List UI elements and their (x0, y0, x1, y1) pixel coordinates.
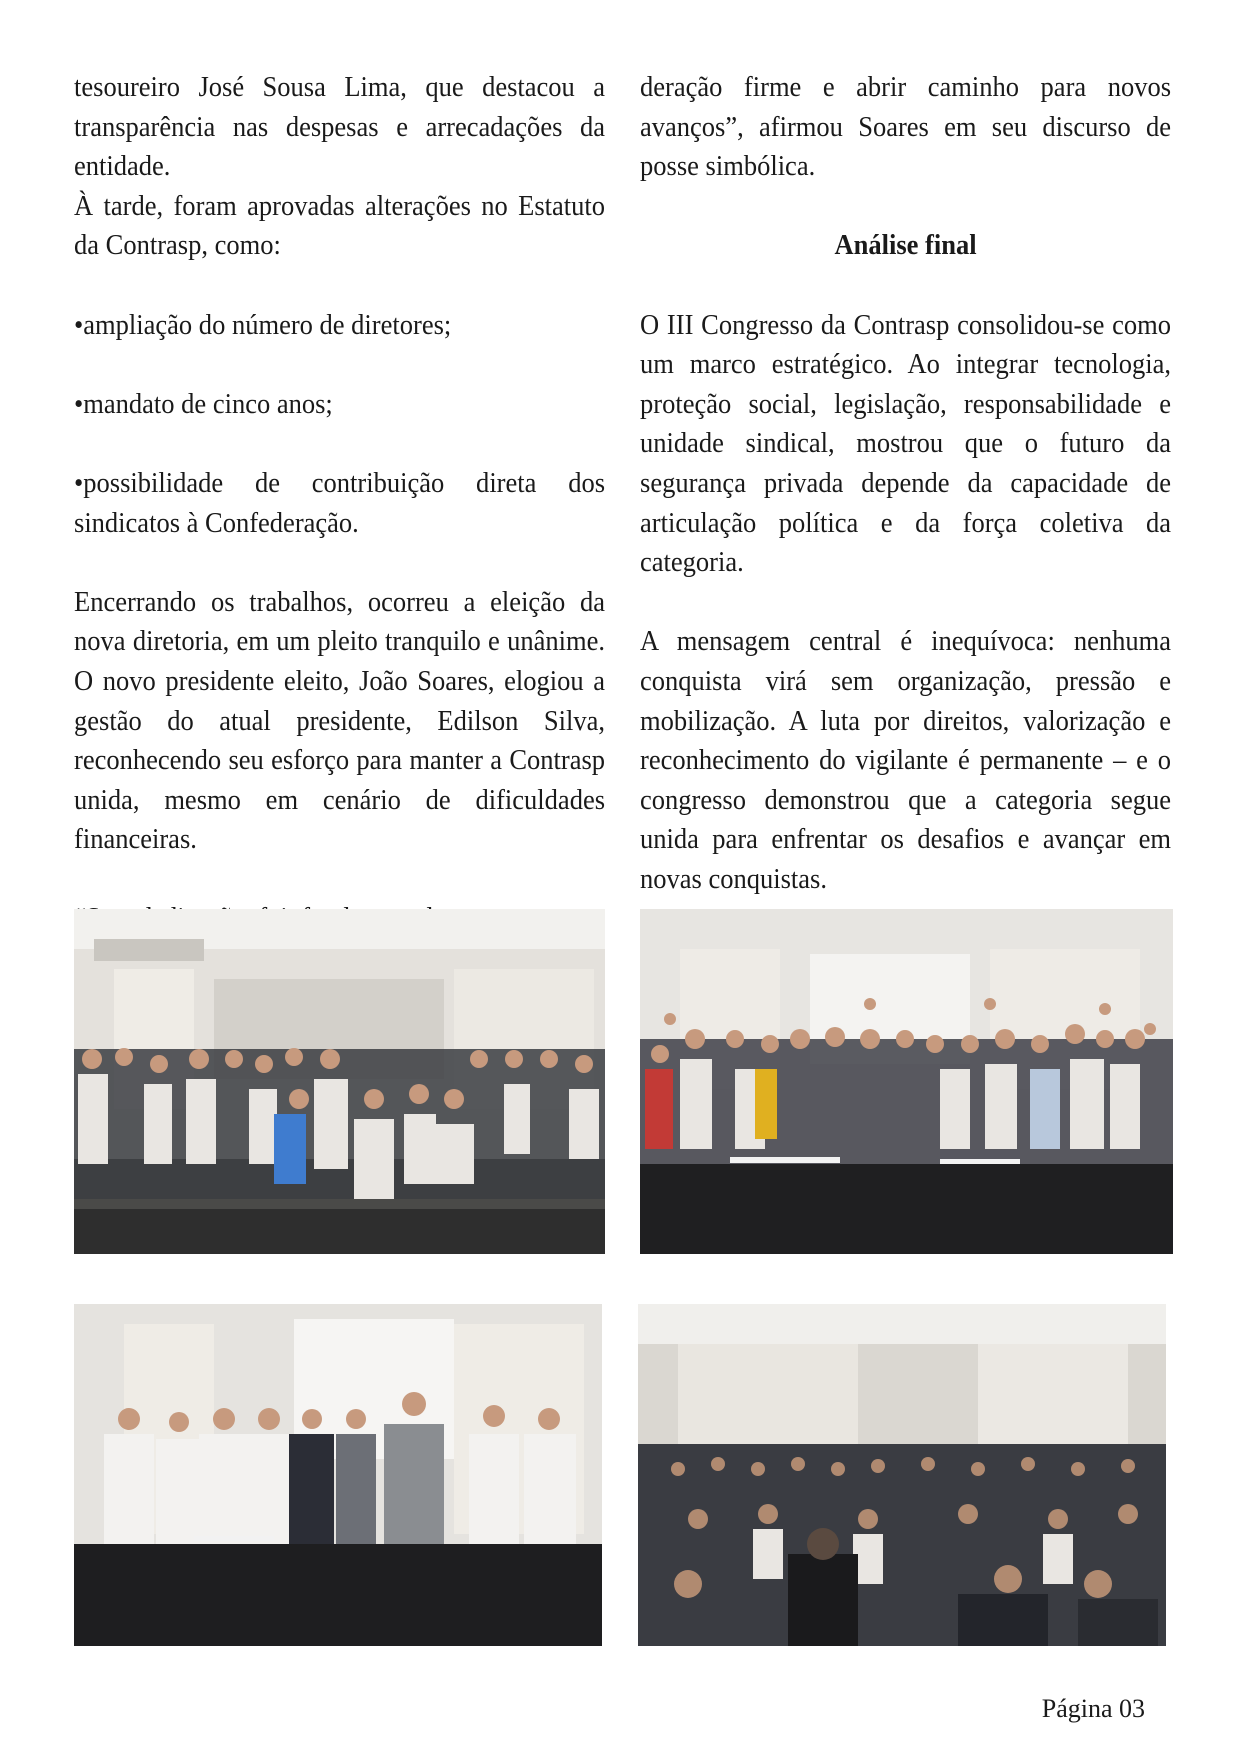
paragraph: deração firme e abrir caminho para novos avanços”, afirmou Soares em seu discurso de posse simbólica. (640, 72, 1172, 183)
section-heading: Análise final (834, 230, 977, 262)
page-number: Página 03 (1041, 1694, 1145, 1723)
right-column (640, 68, 1171, 979)
paragraph: A mensagem central é inequívoca: nenhuma conquista virá sem organização, pressão e mobilização. A luta por direitos, valorização e reconhecimento do vigilante é permanente – e o congresso demonstrou que a categoria segue unida para enfrentar os desafios e avançar em novas conquistas. (640, 626, 1172, 895)
paragraph: O III Congresso da Contrasp consolidou-se como um marco estratégico. Ao integrar tecnologia, proteção social, legislação, responsabilidade e unidade sindical, mostrou que o futuro da segurança privada depende da capacidade de articulação política e da força coletiva da categoria. (640, 309, 1172, 579)
bullet-item: •ampliação do número de diretores; (74, 309, 452, 341)
group-photo-room (74, 909, 605, 1254)
paragraph: tesoureiro José Sousa Lima, que destacou a transparência nas despesas e arrecadações da entidade. (74, 72, 606, 183)
bullet-item: •possibilidade de contribuição direta dos sindicatos à Confederação. (74, 467, 606, 539)
board-photo (74, 1304, 602, 1646)
paragraph: Encerrando os trabalhos, ocorreu a eleição da nova diretoria, em um pleito tranquilo e unânime. O novo presidente eleito, João Soares, elogiou a gestão do atual presidente, Edilson Silva, reconhecendo seu esforço para manter a Contrasp unida, mesmo em cenário de dificuldades financeiras. (74, 586, 606, 856)
paragraph: À tarde, foram aprovadas alterações no Estatuto da Contrasp, como: (74, 190, 606, 262)
left-column (74, 68, 605, 979)
bullet-item: •mandato de cinco anos; (74, 388, 333, 420)
group-photo-fists (640, 909, 1173, 1254)
audience-photo (638, 1304, 1166, 1646)
